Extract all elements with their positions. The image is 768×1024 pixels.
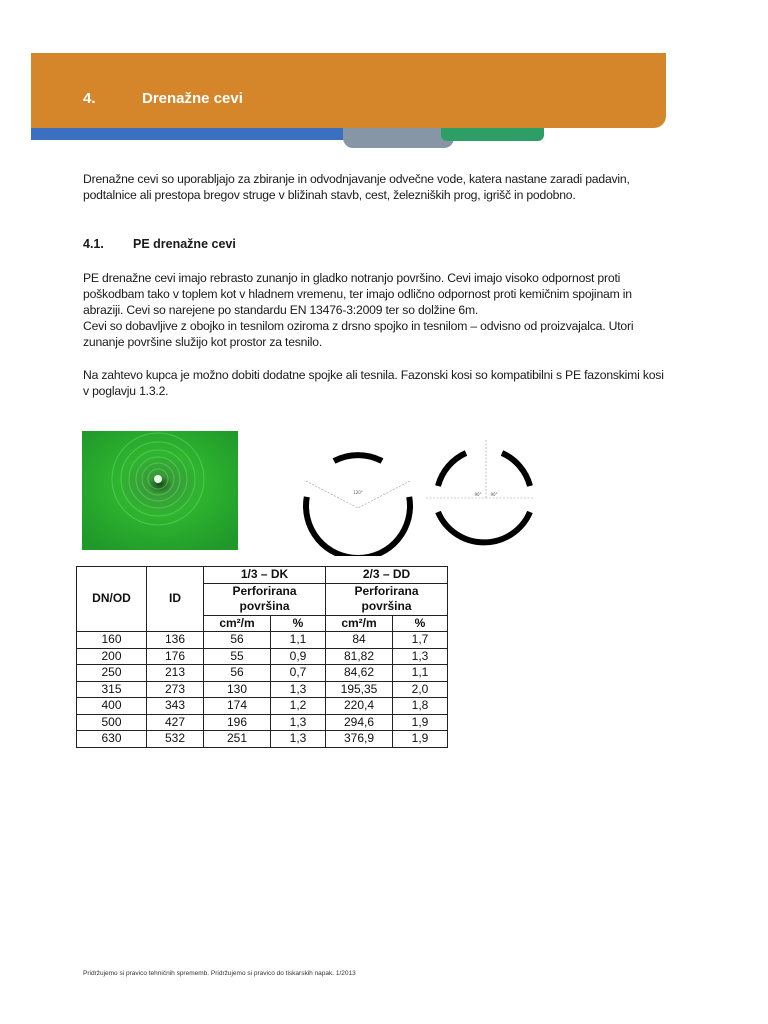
request-line: v poglavju 1.3.2. — [83, 384, 169, 398]
section-title: Drenažne cevi — [142, 90, 243, 107]
intro-line: Drenažne cevi so uporabljajo za zbiranje in odvodnjavanje odvečne vode, katera nastane zaradi padavin, — [83, 172, 630, 186]
subsection-number: 4.1. — [83, 237, 104, 251]
cell-percent-dd: 2,0 — [393, 681, 448, 698]
table-row — [77, 681, 448, 698]
perforation-diagram-one-third — [298, 436, 418, 556]
body-line: zunanje površine služijo kot prostor za tesnilo. — [83, 335, 323, 349]
body-paragraph — [83, 270, 703, 350]
cell-percent-dk: 0,9 — [271, 648, 326, 665]
cell-area-dd: 81,82 — [326, 648, 393, 665]
table-row — [77, 698, 448, 715]
table-row — [77, 714, 448, 731]
decor-stripe-gray — [343, 128, 454, 148]
cell-id: 176 — [147, 648, 204, 665]
section-number: 4. — [83, 90, 96, 107]
decor-stripe-blue — [31, 128, 383, 140]
subsection-heading — [83, 237, 236, 251]
cell-id: 273 — [147, 681, 204, 698]
header-perforated-area-dk — [204, 583, 326, 615]
body-line: poškodbam tako v toplem kot v hladnem vremenu, ter imajo odlično odpornost proti kemičnim spojinam in — [83, 287, 632, 301]
header-group-dd: 2/3 – DD — [326, 567, 448, 584]
cell-dnod: 250 — [77, 665, 147, 682]
cell-percent-dd: 1,3 — [393, 648, 448, 665]
cell-id: 427 — [147, 714, 204, 731]
cell-area-dd: 294,6 — [326, 714, 393, 731]
angle-label-120: 120° — [353, 490, 363, 495]
cell-percent-dd: 1,7 — [393, 632, 448, 649]
perforation-table — [76, 566, 448, 748]
header-id: ID — [147, 567, 204, 632]
request-paragraph — [83, 367, 703, 399]
page-footer: Pridržujemo si pravico tehničnih sprememb. Pridržujemo si pravico do tiskarskih napak. 1/2013 — [83, 970, 356, 977]
cell-area-dk: 130 — [204, 681, 271, 698]
angle-label-90-left: 90° — [474, 492, 482, 497]
cell-dnod: 160 — [77, 632, 147, 649]
cell-id: 213 — [147, 665, 204, 682]
unit-area-dk: cm²/m — [204, 615, 271, 632]
cell-id: 343 — [147, 698, 204, 715]
perforation-diagram-two-thirds — [424, 436, 534, 556]
cell-area-dk: 251 — [204, 731, 271, 748]
cell-percent-dk: 1,1 — [271, 632, 326, 649]
section-header-band — [31, 53, 666, 128]
header-dnod: DN/OD — [77, 567, 147, 632]
header-group-dk: 1/3 – DK — [204, 567, 326, 584]
cell-percent-dk: 1,3 — [271, 731, 326, 748]
cell-percent-dd: 1,9 — [393, 714, 448, 731]
angle-label-90-right: 90° — [490, 492, 498, 497]
cell-area-dd: 376,9 — [326, 731, 393, 748]
cell-dnod: 200 — [77, 648, 147, 665]
unit-area-dd: cm²/m — [326, 615, 393, 632]
cell-area-dk: 196 — [204, 714, 271, 731]
body-line: PE drenažne cevi imajo rebrasto zunanjo in gladko notranjo površino. Cevi imajo visoko odpornost proti — [83, 271, 621, 285]
cell-id: 136 — [147, 632, 204, 649]
cell-area-dd: 84,62 — [326, 665, 393, 682]
pipe-interior-photo — [82, 431, 238, 550]
intro-line: podtalnice ali prestopa bregov struge v bližinah stavb, cest, železniških prog, igrišč in podobno. — [83, 188, 576, 202]
cell-id: 532 — [147, 731, 204, 748]
perf-label-line1: Perforirana — [354, 583, 419, 598]
cell-area-dk: 56 — [204, 632, 271, 649]
cell-dnod: 500 — [77, 714, 147, 731]
cell-area-dk: 55 — [204, 648, 271, 665]
cell-area-dd: 84 — [326, 632, 393, 649]
table-row — [77, 648, 448, 665]
request-line: Na zahtevo kupca je možno dobiti dodatne spojke ali tesnila. Fazonski kosi so kompatibilni s PE fazonskimi kosi — [83, 368, 664, 382]
cell-percent-dk: 1,3 — [271, 714, 326, 731]
intro-paragraph — [83, 171, 703, 203]
table-row — [77, 665, 448, 682]
perf-label-line2: površina — [361, 599, 412, 613]
cell-area-dd: 195,35 — [326, 681, 393, 698]
cell-percent-dk: 1,2 — [271, 698, 326, 715]
decor-stripe-green — [441, 128, 544, 141]
cell-percent-dd: 1,1 — [393, 665, 448, 682]
cell-percent-dd: 1,8 — [393, 698, 448, 715]
cell-dnod: 630 — [77, 731, 147, 748]
perf-label-line2: površina — [239, 599, 290, 613]
cell-area-dd: 220,4 — [326, 698, 393, 715]
unit-percent-dd: % — [393, 615, 448, 632]
cell-area-dk: 56 — [204, 665, 271, 682]
unit-percent-dk: % — [271, 615, 326, 632]
cell-dnod: 400 — [77, 698, 147, 715]
cell-percent-dk: 1,3 — [271, 681, 326, 698]
table-row — [77, 632, 448, 649]
table-row — [77, 731, 448, 748]
cell-dnod: 315 — [77, 681, 147, 698]
body-line: Cevi so dobavljive z obojko in tesnilom oziroma z drsno spojko in tesnilom – odvisno od proizvajalca. Utori — [83, 319, 634, 333]
cell-percent-dk: 0,7 — [271, 665, 326, 682]
perf-label-line1: Perforirana — [232, 583, 297, 598]
cell-percent-dd: 1,9 — [393, 731, 448, 748]
header-perforated-area-dd — [326, 583, 448, 615]
body-line: abraziji. Cevi so narejene po standardu EN 13476-3:2009 ter so dolžine 6m. — [83, 303, 479, 317]
subsection-title: PE drenažne cevi — [133, 237, 236, 251]
cell-area-dk: 174 — [204, 698, 271, 715]
